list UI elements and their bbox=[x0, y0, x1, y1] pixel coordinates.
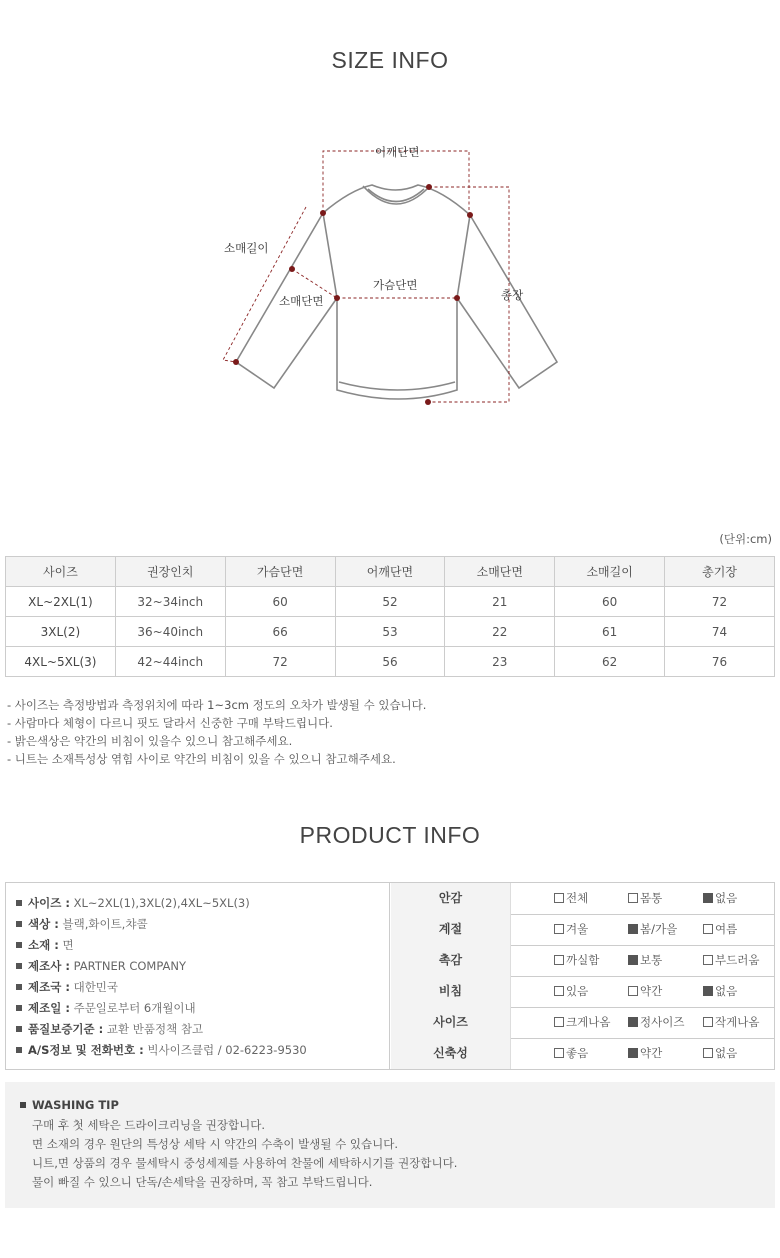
table-cell: 62 bbox=[555, 647, 665, 677]
spec-item bbox=[6, 1040, 389, 1061]
spec-value: XL~2XL(1),3XL(2),4XL~5XL(3) bbox=[73, 896, 250, 910]
attribute-label: 사이즈 bbox=[391, 1007, 511, 1038]
checkbox-icon bbox=[628, 986, 638, 996]
size-table-header bbox=[6, 557, 775, 587]
spec-item bbox=[6, 935, 389, 956]
square-bullet-icon bbox=[16, 1005, 22, 1011]
attribute-option bbox=[703, 883, 737, 914]
header-cell: 사이즈 bbox=[6, 557, 116, 587]
product-info-box bbox=[5, 882, 775, 1070]
attribute-label: 촉감 bbox=[391, 945, 511, 976]
checkbox-icon bbox=[703, 1048, 713, 1058]
attribute-row-lining bbox=[391, 883, 774, 915]
option-label: 보통 bbox=[640, 953, 663, 967]
washing-line: 물이 빠질 수 있으니 단독/손세탁을 권장하며, 꼭 참고 부탁드립니다. bbox=[32, 1175, 373, 1189]
checked-box-icon bbox=[628, 924, 638, 934]
washing-line: 면 소재의 경우 원단의 특성상 세탁 시 약간의 수축이 발생될 수 있습니다. bbox=[32, 1137, 399, 1151]
checked-box-icon bbox=[628, 1017, 638, 1027]
option-label: 좋음 bbox=[566, 1046, 589, 1060]
attribute-option bbox=[703, 976, 737, 1007]
table-cell: 22 bbox=[445, 617, 555, 647]
table-cell: 56 bbox=[335, 647, 445, 677]
option-label: 봄/가을 bbox=[640, 922, 678, 936]
attribute-option bbox=[703, 914, 737, 945]
header-cell: 소매길이 bbox=[555, 557, 665, 587]
checked-box-icon bbox=[703, 986, 713, 996]
spec-item bbox=[6, 914, 389, 935]
attribute-grid bbox=[391, 883, 774, 1069]
option-label: 없음 bbox=[715, 984, 738, 998]
spec-value: 면 bbox=[62, 938, 74, 952]
spec-key: 사이즈 : bbox=[28, 896, 70, 910]
sleeve-width-label: 소매단면 bbox=[279, 294, 324, 308]
size-table bbox=[5, 556, 775, 677]
checkbox-icon bbox=[628, 893, 638, 903]
table-cell: 66 bbox=[225, 617, 335, 647]
table-cell: 21 bbox=[445, 587, 555, 617]
attribute-label: 계절 bbox=[391, 914, 511, 945]
attribute-option bbox=[628, 1007, 684, 1038]
header-cell: 총기장 bbox=[665, 557, 775, 587]
spec-key: 소재 : bbox=[28, 938, 59, 952]
attribute-label: 안감 bbox=[391, 883, 511, 914]
table-cell: 60 bbox=[555, 587, 665, 617]
spec-value: 빅사이즈클럽 / 02-6223-9530 bbox=[147, 1043, 307, 1057]
attribute-option bbox=[628, 1038, 662, 1069]
attribute-row-sheerness bbox=[391, 976, 774, 1008]
washing-line: 니트,면 상품의 경우 물세탁시 중성세제를 사용하여 찬물에 세탁하시기를 권장합니다. bbox=[32, 1156, 458, 1170]
checked-box-icon bbox=[703, 893, 713, 903]
square-bullet-icon bbox=[16, 921, 22, 927]
attribute-row-season bbox=[391, 914, 774, 946]
table-cell: 72 bbox=[665, 587, 775, 617]
shoulder-label: 어깨단면 bbox=[375, 145, 420, 159]
table-cell: 74 bbox=[665, 617, 775, 647]
attribute-row-texture bbox=[391, 945, 774, 977]
attribute-option bbox=[554, 945, 599, 976]
checkbox-icon bbox=[703, 924, 713, 934]
table-row bbox=[6, 617, 775, 647]
washing-tip-title bbox=[20, 1098, 119, 1112]
checked-box-icon bbox=[628, 1048, 638, 1058]
attribute-option bbox=[554, 914, 588, 945]
table-cell: 3XL(2) bbox=[6, 617, 116, 647]
product-info-title: PRODUCT INFO bbox=[299, 822, 481, 848]
option-label: 겨울 bbox=[566, 922, 589, 936]
attribute-row-stretch bbox=[391, 1038, 774, 1069]
attribute-option bbox=[554, 1038, 588, 1069]
attribute-option bbox=[628, 945, 662, 976]
washing-tip-title-text: WASHING TIP bbox=[32, 1098, 119, 1112]
spec-key: A/S정보 및 전화번호 : bbox=[28, 1043, 144, 1057]
attribute-option bbox=[554, 976, 588, 1007]
option-label: 약간 bbox=[640, 1046, 663, 1060]
total-length-label: 총장 bbox=[501, 288, 524, 302]
attribute-option bbox=[554, 1007, 610, 1038]
table-cell: 72 bbox=[225, 647, 335, 677]
checkbox-icon bbox=[554, 1017, 564, 1027]
option-label: 부드러움 bbox=[715, 953, 760, 967]
table-cell: 52 bbox=[335, 587, 445, 617]
washing-tip-box bbox=[5, 1082, 775, 1208]
attribute-label: 비침 bbox=[391, 976, 511, 1007]
spec-value: PARTNER COMPANY bbox=[73, 959, 187, 973]
attribute-option bbox=[703, 945, 759, 976]
sweater-measurement-diagram bbox=[210, 140, 570, 415]
option-label: 정사이즈 bbox=[640, 1015, 685, 1029]
header-cell: 가슴단면 bbox=[225, 557, 335, 587]
option-label: 작게나옴 bbox=[715, 1015, 760, 1029]
spec-value: 대한민국 bbox=[73, 980, 119, 994]
spec-key: 색상 : bbox=[28, 917, 59, 931]
spec-key: 제조국 : bbox=[28, 980, 70, 994]
table-cell: 61 bbox=[555, 617, 665, 647]
spec-list bbox=[6, 883, 390, 1069]
spec-key: 제조사 : bbox=[28, 959, 70, 973]
note-line: - 니트는 소재특성상 엮힘 사이로 약간의 비침이 있을 수 있으니 참고해주세요. bbox=[7, 752, 396, 766]
option-label: 없음 bbox=[715, 1046, 738, 1060]
note-line: - 밝은색상은 약간의 비침이 있을수 있으니 참고해주세요. bbox=[7, 734, 293, 748]
square-bullet-icon bbox=[16, 963, 22, 969]
note-line: - 사람마다 체형이 다르니 핏도 달라서 신중한 구매 부탁드립니다. bbox=[7, 716, 333, 730]
square-bullet-icon bbox=[16, 1047, 22, 1053]
option-label: 약간 bbox=[640, 984, 663, 998]
note-line: - 사이즈는 측정방법과 측정위치에 따라 1~3cm 정도의 오차가 발생될 수 있습니다. bbox=[7, 698, 427, 712]
option-label: 없음 bbox=[715, 891, 738, 905]
checkbox-icon bbox=[554, 893, 564, 903]
square-bullet-icon bbox=[16, 900, 22, 906]
table-cell: 32~34inch bbox=[115, 587, 225, 617]
attribute-row-fit bbox=[391, 1007, 774, 1039]
table-cell: XL~2XL(1) bbox=[6, 587, 116, 617]
option-label: 여름 bbox=[715, 922, 738, 936]
attribute-option bbox=[703, 1038, 737, 1069]
option-label: 몸통 bbox=[640, 891, 663, 905]
spec-key: 품질보증기준 : bbox=[28, 1022, 104, 1036]
attribute-option bbox=[628, 914, 677, 945]
spec-item bbox=[6, 977, 389, 998]
square-bullet-icon bbox=[16, 1026, 22, 1032]
attribute-label: 신축성 bbox=[391, 1038, 511, 1069]
size-notes bbox=[7, 696, 426, 768]
table-cell: 42~44inch bbox=[115, 647, 225, 677]
spec-item bbox=[6, 998, 389, 1019]
checkbox-icon bbox=[703, 1017, 713, 1027]
spec-value: 주문일로부터 6개월이내 bbox=[73, 1001, 196, 1015]
sleeve-length-label: 소매길이 bbox=[224, 241, 269, 255]
option-label: 있음 bbox=[566, 984, 589, 998]
table-row bbox=[6, 647, 775, 677]
unit-label: (단위:cm) bbox=[719, 532, 772, 546]
option-label: 전체 bbox=[566, 891, 589, 905]
checkbox-icon bbox=[703, 955, 713, 965]
table-cell: 53 bbox=[335, 617, 445, 647]
table-cell: 76 bbox=[665, 647, 775, 677]
table-cell: 4XL~5XL(3) bbox=[6, 647, 116, 677]
attribute-option bbox=[703, 1007, 759, 1038]
size-info-title: SIZE INFO bbox=[331, 47, 449, 73]
spec-value: 블랙,화이트,챠콜 bbox=[62, 917, 148, 931]
washing-tip-lines bbox=[32, 1116, 457, 1192]
square-bullet-icon bbox=[20, 1102, 26, 1108]
table-cell: 23 bbox=[445, 647, 555, 677]
spec-value: 교환 반품정책 참고 bbox=[106, 1022, 204, 1036]
attribute-option bbox=[628, 976, 662, 1007]
chest-label: 가슴단면 bbox=[373, 278, 418, 292]
spec-key: 제조일 : bbox=[28, 1001, 70, 1015]
checkbox-icon bbox=[554, 1048, 564, 1058]
checkbox-icon bbox=[554, 955, 564, 965]
header-cell: 어깨단면 bbox=[335, 557, 445, 587]
checked-box-icon bbox=[628, 955, 638, 965]
washing-line: 구매 후 첫 세탁은 드라이크리닝을 권장합니다. bbox=[32, 1118, 266, 1132]
table-row bbox=[6, 587, 775, 617]
spec-item bbox=[6, 893, 389, 914]
checkbox-icon bbox=[554, 986, 564, 996]
square-bullet-icon bbox=[16, 984, 22, 990]
attribute-option bbox=[628, 883, 662, 914]
square-bullet-icon bbox=[16, 942, 22, 948]
checkbox-icon bbox=[554, 924, 564, 934]
option-label: 크게나옴 bbox=[566, 1015, 611, 1029]
header-cell: 소매단면 bbox=[445, 557, 555, 587]
header-cell: 권장인치 bbox=[115, 557, 225, 587]
table-cell: 36~40inch bbox=[115, 617, 225, 647]
spec-item bbox=[6, 956, 389, 977]
attribute-option bbox=[554, 883, 588, 914]
option-label: 까실함 bbox=[566, 953, 600, 967]
table-cell: 60 bbox=[225, 587, 335, 617]
spec-item bbox=[6, 1019, 389, 1040]
